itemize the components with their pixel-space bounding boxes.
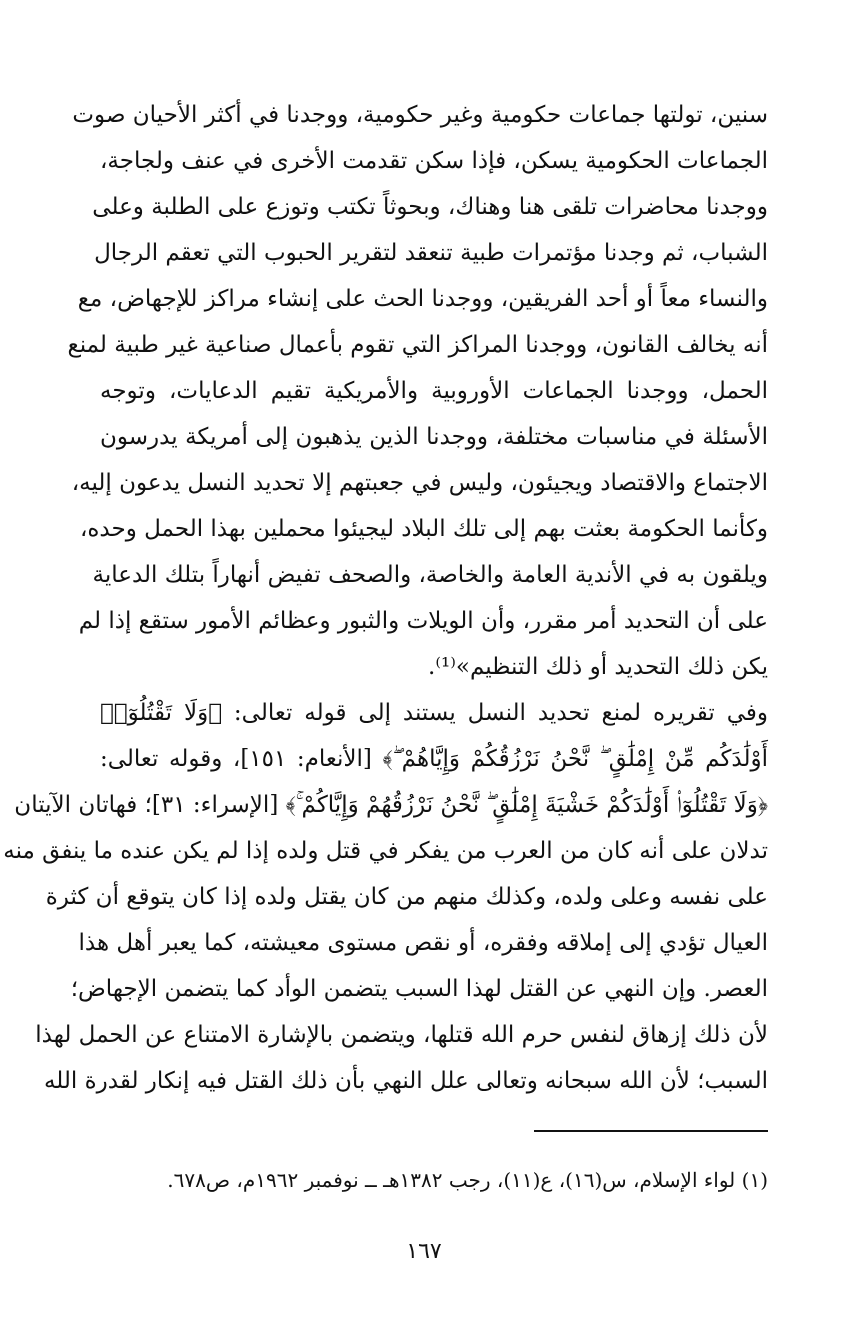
paragraph-line: العصر. وإن النهي عن القتل لهذا السبب يتضمن الوأد كما يتضمن الإجهاض؛ (70, 976, 768, 1002)
paragraph-line: الشباب، ثم وجدنا مؤتمرات طبية تنعقد لتقرير الحبوب التي تعقم الرجال (94, 240, 768, 266)
paragraph-line: السبب؛ لأن الله سبحانه وتعالى علل النهي بأن ذلك القتل فيه إنكار لقدرة الله (43, 1068, 768, 1094)
paragraph-line: والنساء معاً أو أحد الفريقين، ووجدنا الحث على إنشاء مراكز للإجهاض، مع (77, 286, 768, 312)
paragraph-line: لأن ذلك إزهاق لنفس حرم الله قتلها، ويتضمن بالإشارة الامتناع عن الحمل لهذا (35, 1022, 768, 1048)
paragraph-line: على أن التحديد أمر مقرر، وأن الويلات والثبور وعظائم الأمور ستقع إذا لم (78, 608, 768, 634)
footnote: (١) لواء الإسلام، س(١٦)، ع(١١)، رجب ١٣٨٢هـ ــ نوفمبر ١٩٦٢م، ص٦٧٨. (167, 1168, 768, 1192)
paragraph-line: العيال تؤدي إلى إملاقه وفقره، أو نقص مستوى معيشته، كما يعبر أهل هذا (78, 930, 768, 956)
paragraph-two (3, 690, 768, 1104)
paragraph-line: الحمل، ووجدنا الجماعات الأوروبية والأمريكية تقيم الدعايات، وتوجه (100, 378, 768, 404)
paragraph-line: الاجتماع والاقتصاد ويجيئون، وليس في جعبتهم إلا تحديد النسل يدعون إليه، (71, 470, 768, 496)
paragraph-line: على نفسه وعلى ولده، وكذلك منهم من كان يقتل ولده إذا كان يتوقع أن كثرة (45, 884, 768, 910)
paragraph-line: وكأنما الحكومة بعثت بهم إلى تلك البلاد ليجيئوا محملين بهذا الحمل وحده، (79, 516, 768, 542)
paragraph-line: ويلقون به في الأندية العامة والخاصة، والصحف تفيض أنهاراً بتلك الدعاية (92, 562, 768, 588)
footnote-divider (534, 1130, 768, 1132)
paragraph-line: الأسئلة في مناسبات مختلفة، ووجدنا الذين يذهبون إلى أمريكة يدرسون (100, 424, 768, 450)
paragraph-line: ووجدنا محاضرات تلقى هنا وهناك، وبحوثاً تكتب وتوزع على الطلبة وعلى (92, 194, 768, 220)
paragraph-line-last: يكن ذلك التحديد أو ذلك التنظيم»⁽¹⁾. (428, 654, 768, 680)
page-number: ١٦٧ (406, 1239, 442, 1264)
paragraph-line: وفي تقريره لمنع تحديد النسل يستند إلى قوله تعالى: ﴿وَلَا تَقْتُلُوٓا۟ (100, 700, 768, 726)
paragraph-line: تدلان على أنه كان من العرب من يفكر في قتل ولده إذا لم يكن عنده ما ينفق منه (3, 838, 768, 864)
paragraph-line: ﴿وَلَا تَقْتُلُوٓا۟ أَوْلَٰدَكُمْ خَشْيَةَ إِمْلَٰقٍ ۖ نَّحْنُ نَرْزُقُهُمْ وَإِيَّاكُمْ ۚ﴾ [الإسراء: ٣١]؛ فهاتان الآيتان (14, 792, 768, 818)
paragraph-line: أَوْلَٰدَكُم مِّنْ إِمْلَٰقٍ ۖ نَّحْنُ نَرْزُقُكُمْ وَإِيَّاهُمْ ۖ﴾ [الأنعام: ١٥١]، وقوله تعالى: (100, 746, 768, 772)
paragraph-line: الجماعات الحكومية يسكن، فإذا سكن تقدمت الأخرى في عنف ولجاجة، (100, 148, 768, 174)
paragraph-line: سنين، تولتها جماعات حكومية وغير حكومية، ووجدنا في أكثر الأحيان صوت (72, 102, 768, 128)
paragraph-one (67, 92, 768, 690)
paragraph-line: أنه يخالف القانون، ووجدنا المراكز التي تقوم بأعمال صناعية غير طبية لمنع (67, 332, 768, 358)
